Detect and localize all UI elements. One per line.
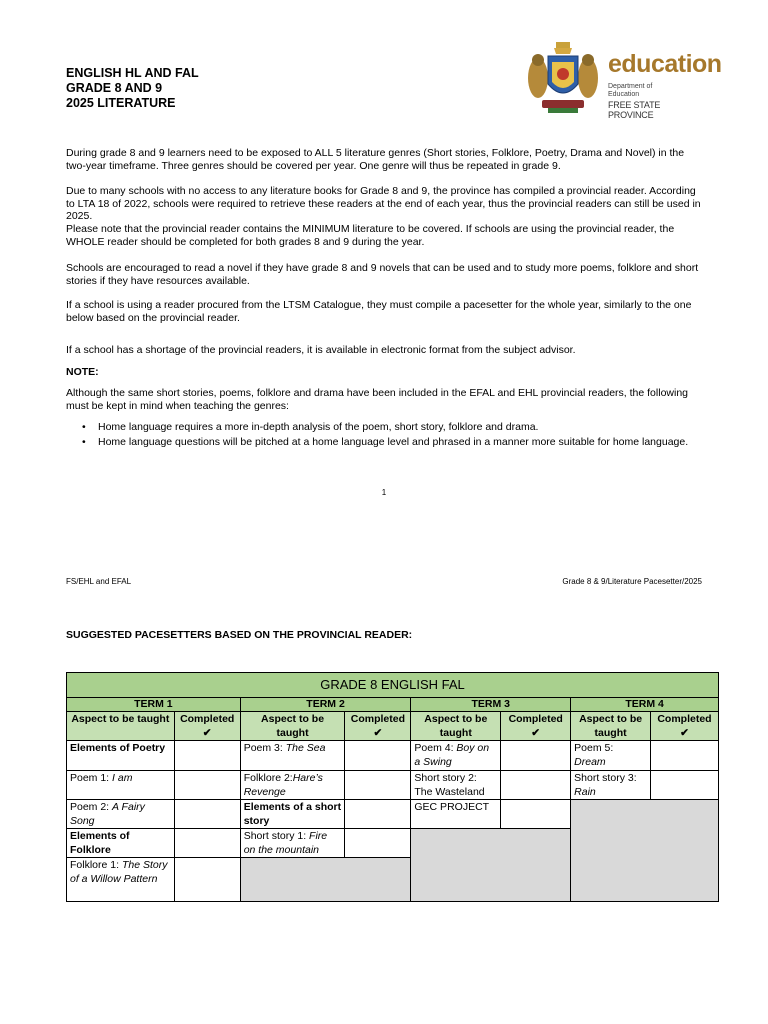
aspect-header: Aspect to be taught (240, 712, 345, 741)
paragraph-genres: During grade 8 and 9 learners need to be exposed to ALL 5 literature genres (Short stories, Folklore, Poetry, Drama and Novel) in the two-year timeframe. Three genres should be covered per year. One genre will thus be repeated in grade 9. (66, 147, 685, 172)
logo-province: FREE STATE PROVINCE (608, 100, 661, 120)
table-title: GRADE 8 ENGLISH FAL (67, 673, 719, 698)
completed-cell[interactable] (501, 800, 571, 829)
department-logo (526, 40, 722, 120)
paragraph-provincial-reader: Due to many schools with no access to any literature books for Grade 8 and 9, the province has compiled a provincial reader. According to LTA 18 of 2022, schools were required to retrieve these readers at the end of each year, thus the provincial readers can still be used in 2025. (66, 185, 701, 222)
coat-of-arms-icon (526, 40, 600, 116)
term-4-header: TERM 4 (571, 698, 719, 712)
check-icon: ✔ (202, 727, 212, 739)
note-bullet-list (80, 421, 710, 450)
term1-aspect-1: Elements of Poetry (67, 741, 175, 771)
completed-label: Completed (657, 713, 712, 725)
note-intro: Although the same short stories, poems, folklore and drama have been included in the EFAL and EHL provincial readers, the following must be kept in mind when teaching the genres: (66, 387, 688, 412)
paragraph-encouraged: Schools are encouraged to read a novel if they have grade 8 and 9 novels that can be used and to study more poems, folklore and short stories if they have resources available. (66, 262, 699, 287)
completed-cell[interactable] (501, 771, 571, 800)
empty-cell (411, 829, 571, 902)
completed-cell[interactable] (174, 771, 240, 800)
aspect-header: Aspect to be taught (411, 712, 501, 741)
paragraph-minimum-literature: Please note that the provincial reader contains the MINIMUM literature to be covered. If schools are using the provincial reader, the WHOLE reader should be completed for both grades 8 and 9 during the year. (66, 223, 675, 248)
check-icon: ✔ (373, 727, 383, 739)
completed-cell[interactable] (174, 858, 240, 902)
term-1-header: TERM 1 (67, 698, 241, 712)
bullet-icon: • (82, 421, 86, 433)
term1-aspect-4: Elements of Folklore (67, 829, 175, 858)
title-line-1: ENGLISH HL AND FAL (66, 66, 199, 80)
term4-aspect-2: Short story 3: Rain (571, 771, 651, 800)
term3-aspect-3: GEC PROJECT (411, 800, 501, 829)
check-icon: ✔ (531, 727, 541, 739)
term2-aspect-1: Poem 3: The Sea (240, 741, 345, 771)
empty-cell (240, 858, 411, 902)
completed-cell[interactable] (174, 741, 240, 771)
completed-label: Completed (350, 713, 406, 725)
term2-aspect-4: Short story 1: Fire on the mountain (240, 829, 345, 858)
term2-aspect-2: Folklore 2:Hare’s Revenge (240, 771, 345, 800)
paragraph-ltsm: If a school is using a reader procured from the LTSM Catalogue, they must compile a pacesetter for the whole year, similarly to the one below based on the provincial reader. (66, 299, 692, 324)
completed-label: Completed (508, 713, 563, 725)
term2-aspect-3: Elements of a short story (240, 800, 345, 829)
term4-aspect-1: Poem 5: Dream (571, 741, 651, 771)
note-label: NOTE: (66, 366, 99, 378)
pacesetter-table (66, 672, 719, 902)
completed-cell[interactable] (345, 741, 411, 771)
term-2-header: TERM 2 (240, 698, 411, 712)
document-title (66, 66, 199, 111)
bullet-text: Home language requires a more in-depth analysis of the poem, short story, folklore and drama. (98, 421, 539, 433)
completed-cell[interactable] (501, 741, 571, 771)
term3-aspect-1: Poem 4: Boy on a Swing (411, 741, 501, 771)
term1-aspect-3: Poem 2: A Fairy Song (67, 800, 175, 829)
check-icon: ✔ (680, 727, 689, 739)
list-item (80, 421, 710, 434)
empty-cell (571, 800, 719, 902)
title-line-3: 2025 LITERATURE (66, 96, 176, 110)
aspect-header: Aspect to be taught (571, 712, 651, 741)
paragraph-shortage: If a school has a shortage of the provincial readers, it is available in electronic format from the subject advisor. (66, 344, 576, 356)
completed-label: Completed (180, 713, 235, 725)
list-item (80, 436, 710, 449)
footer-left: FS/EHL and EFAL (66, 577, 132, 586)
logo-department-line-1: Department of (608, 83, 653, 90)
page-number: 1 (381, 488, 387, 497)
completed-cell[interactable] (345, 829, 411, 858)
completed-cell[interactable] (174, 829, 240, 858)
completed-header (345, 712, 411, 741)
term3-aspect-2: Short story 2: The Wasteland (411, 771, 501, 800)
completed-cell[interactable] (345, 800, 411, 829)
term1-aspect-2: Poem 1: I am (67, 771, 175, 800)
footer-right: Grade 8 & 9/Literature Pacesetter/2025 (562, 577, 702, 586)
completed-header (501, 712, 571, 741)
bullet-icon: • (82, 435, 86, 448)
title-line-2: GRADE 8 AND 9 (66, 81, 163, 95)
completed-cell[interactable] (174, 800, 240, 829)
term1-aspect-5: Folklore 1: The Story of a Willow Pattern (67, 858, 175, 902)
completed-cell[interactable] (345, 771, 411, 800)
logo-department-line-2: Education (608, 91, 640, 98)
aspect-header: Aspect to be taught (67, 712, 175, 741)
completed-header (174, 712, 240, 741)
completed-header (650, 712, 718, 741)
section-title: SUGGESTED PACESETTERS BASED ON THE PROVINCIAL READER: (66, 629, 413, 641)
completed-cell[interactable] (650, 741, 718, 771)
bullet-text: Home language questions will be pitched at a home language level and phrased in a manner more suitable for home language. (98, 435, 689, 448)
term-3-header: TERM 3 (411, 698, 571, 712)
completed-cell[interactable] (650, 771, 718, 800)
logo-word: education (608, 50, 722, 78)
logo-department (608, 83, 652, 99)
